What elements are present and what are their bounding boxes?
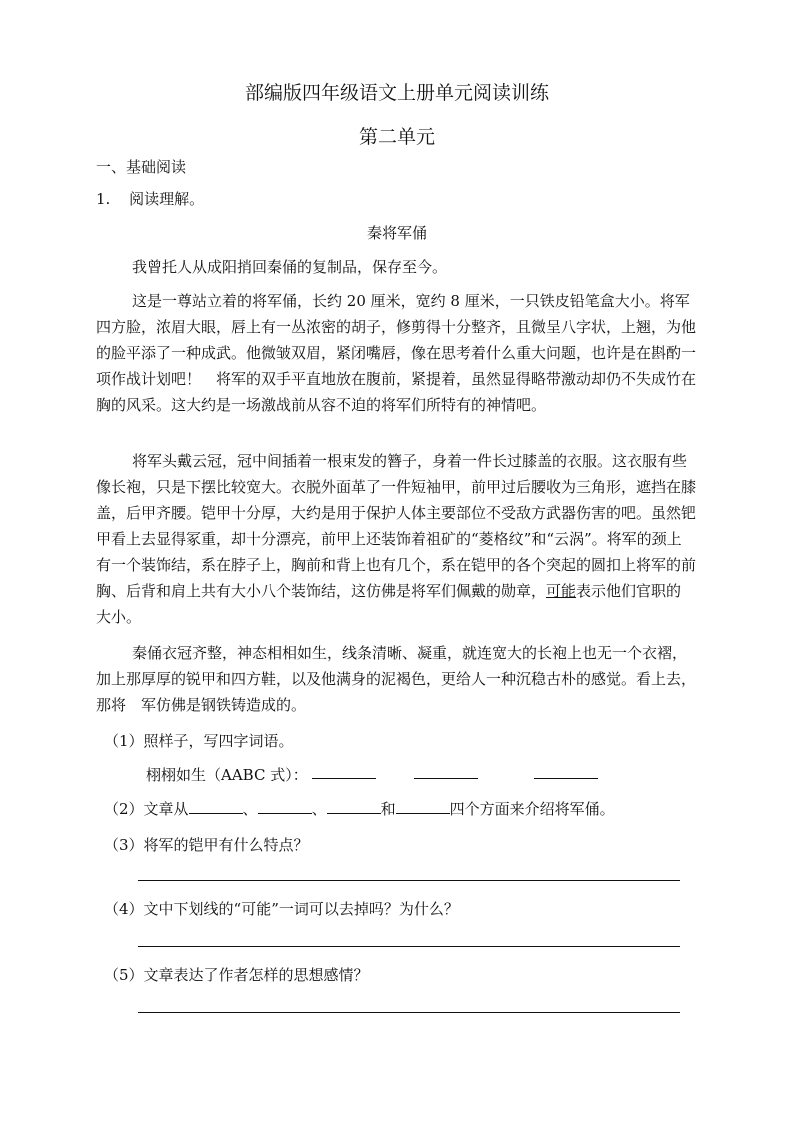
question-sub-2 [104, 798, 615, 819]
answer-blank-aspect-4[interactable] [396, 799, 450, 814]
section-heading: 一、基础阅读 [96, 158, 187, 176]
unit-title: 第二单元 [358, 126, 435, 148]
question-sub-1: （1）照样子，写四字词语。 [104, 732, 294, 750]
answer-blank-aspect-3[interactable] [327, 799, 381, 814]
question-sub-2-tail: 四个方面来介绍将军俑。 [449, 800, 615, 818]
answer-line-4[interactable] [138, 946, 680, 947]
question-1-label: 阅读理解。 [129, 190, 205, 208]
question-1-heading [96, 188, 204, 209]
question-1-number: 1. [96, 190, 111, 208]
question-sub-3: （3）将军的铠甲有什么特点？ [104, 836, 309, 854]
question-sub-5: （5）文章表达了作者怎样的思想感情？ [104, 966, 369, 984]
document-title: 部编版四年级语文上册单元阅读训练 [244, 82, 549, 104]
answer-blank-3[interactable] [534, 778, 598, 779]
answer-blank-aspect-2[interactable] [258, 799, 312, 814]
question-sub-2-text: （2）文章从 [104, 800, 189, 818]
passage-paragraph-2: 这是一尊站立着的将军俑，长约 20 厘米，宽约 8 厘米，一只铁皮铅笔盒大小。将军四方脸，浓眉大眼，唇上有一丛浓密的胡子，修剪得十分整齐，且微呈八字状，上翘，为他的脸平添了一种成武。他微皱双眉，紧闭嘴唇，像在思考着什么重大问题，也许是在斟酌一项作战计划吧！ 将军的双手平直地放在腹前，紧提着，虽然显得略带激动却仍不失成竹在胸的风采。这大约是一场激战前从容不迫的将军们所特有的神情吧。 [96, 292, 697, 414]
question-sub-2-sep-2: 、 [311, 800, 327, 818]
answer-line-3[interactable] [138, 880, 680, 881]
passage-paragraph-3-tail: 表示他们官职的大小。 [96, 582, 682, 626]
passage-paragraph-3-text: 将军头戴云冠，冠中间插着一根束发的簪子，身着一件长过膝盖的衣服。这衣服有些像长袍，只是下摆比较宽大。衣脱外面革了一件短袖甲，前甲过后腰收为三角形，遮挡在膝盖，后甲齐腰。铠甲十分厚，大约是用于保护人体主要部位不受敌方武器伤害的吧。虽然钯甲看上去显得冢重，却十分漂亮，前甲上还装饰着祖矿的“菱格纹”和“云涡”。将军的颈上有一个装饰结，系在脖子上，胸前和背上也有几个，系在铠甲的各个突起的圆扣上将军的前胸、后背和肩上共有大小八个装饰结，这仿佛是将军们佩戴的勋章， [96, 452, 697, 600]
answer-line-5[interactable] [138, 1012, 680, 1013]
passage-title: 秦将军俑 [366, 224, 427, 242]
passage-paragraph-1: 我曾托人从成阳捎回秦俑的复制品，保存至今。 [132, 258, 448, 276]
answer-blank-1[interactable] [312, 778, 376, 779]
passage-paragraph-4: 秦俑衣冠齐整，神态相相如生，线条清晰、凝重，就连宽大的长袍上也无一个衣褶，加上那厚厚的锐甲和四方鞋，以及他满身的泥褐色，更给人一种沉稳古朴的感觉。看上去，那将 军仿佛是钢铁铸造成的。 [96, 644, 697, 714]
question-sub-4: （4）文中下划线的“可能”一词可以去掉吗？为什么？ [104, 900, 459, 918]
answer-blank-aspect-1[interactable] [189, 799, 243, 814]
question-sub-1-example: 栩栩如生（AABC 式）： [146, 766, 308, 784]
passage-paragraph-3 [96, 448, 696, 630]
question-sub-2-sep-1: 、 [242, 800, 258, 818]
answer-blank-2[interactable] [414, 778, 478, 779]
underlined-word: 可能 [546, 582, 577, 600]
question-sub-2-and: 和 [380, 800, 396, 818]
